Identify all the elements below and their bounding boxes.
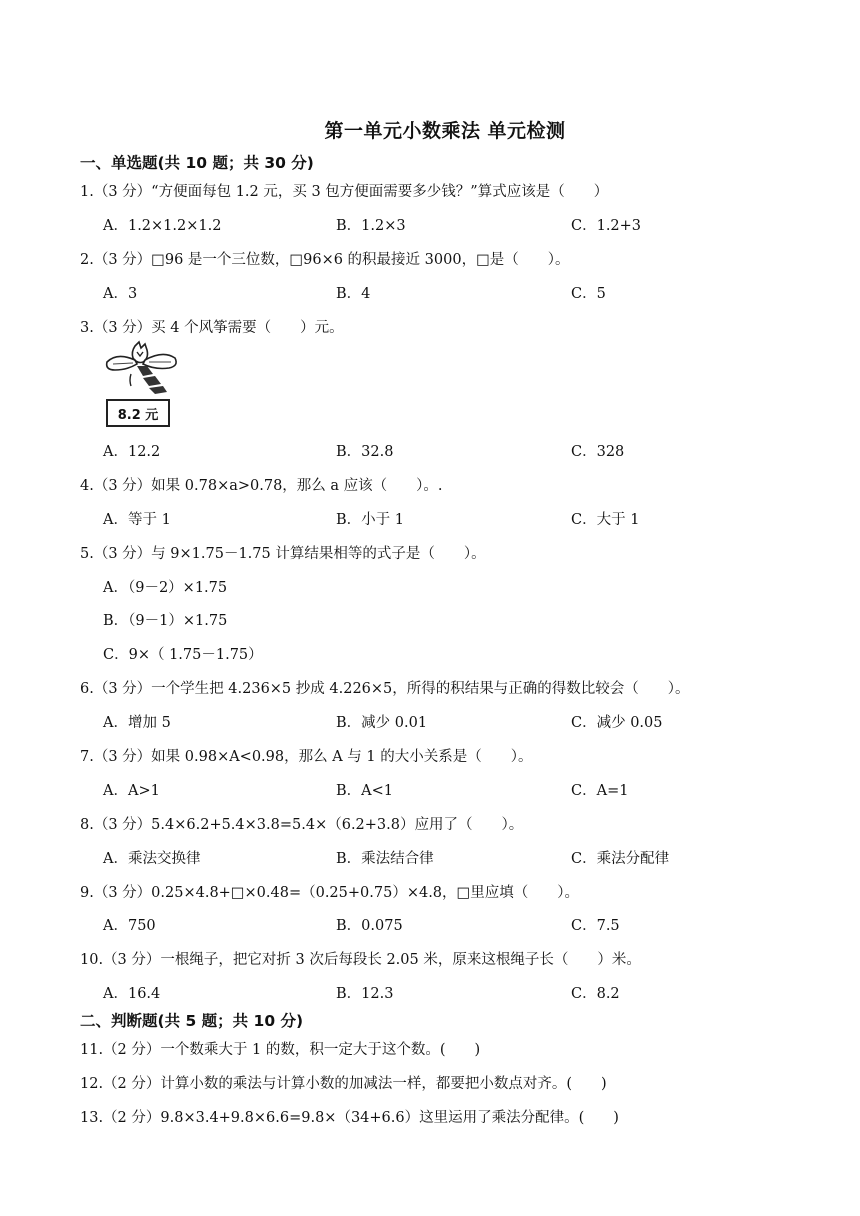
question-7-option-a: A．A>1 (103, 783, 160, 799)
question-8: 8.（3 分）5.4×6.2+5.4×3.8=5.4×（6.2+3.8）应用了（ ）。 (80, 817, 524, 833)
question-4-option-b: B．小于 1 (336, 512, 404, 528)
question-7-option-b: B．A<1 (336, 783, 394, 799)
question-5-option-a: A．（9－2）×1.75 (103, 580, 228, 596)
question-5-option-c: C．9×（ 1.75－1.75） (103, 647, 263, 663)
question-4-option-c: C．大于 1 (571, 512, 640, 528)
question-12: 12.（2 分）计算小数的乘法与计算小数的加减法一样，都要把小数点对齐。( ) (80, 1076, 607, 1092)
section-heading-true-false: 二、判断题(共 5 题；共 10 分) (80, 1012, 304, 1030)
question-3: 3.（3 分）买 4 个风筝需要（ ）元。 (80, 320, 344, 336)
question-3-option-c: C．328 (571, 444, 625, 460)
kite-image (103, 340, 181, 428)
question-8-option-a: A．乘法交换律 (103, 851, 201, 867)
question-2-option-a: A．3 (103, 286, 138, 302)
question-10-option-c: C．8.2 (571, 986, 620, 1002)
question-6: 6.（3 分）一个学生把 4.236×5 抄成 4.226×5，所得的积结果与正确的得数比较会（ ）。 (80, 681, 690, 697)
question-7-option-c: C．A=1 (571, 783, 629, 799)
question-6-option-a: A．增加 5 (103, 715, 171, 731)
question-3-option-a: A．12.2 (103, 444, 161, 460)
kite-icon (103, 340, 181, 428)
question-1-option-c: C．1.2+3 (571, 218, 642, 234)
question-2: 2.（3 分）□96 是一个三位数，□96×6 的积最接近 3000，□是（ ）。 (80, 252, 570, 268)
section-heading-single-choice: 一、单选题(共 10 题；共 30 分) (80, 154, 314, 172)
price-tag-label: 8.2 元 (117, 408, 159, 423)
question-2-option-b: B．4 (336, 286, 371, 302)
question-10-option-b: B．12.3 (336, 986, 394, 1002)
question-1-option-b: B．1.2×3 (336, 218, 406, 234)
question-4: 4.（3 分）如果 0.78×a>0.78，那么 a 应该（ ）。. (80, 478, 443, 494)
question-8-option-c: C．乘法分配律 (571, 851, 670, 867)
question-13: 13.（2 分）9.8×3.4+9.8×6.6=9.8×（34+6.6）这里运用了乘法分配律。( ) (80, 1110, 619, 1126)
question-9-option-b: B．0.075 (336, 918, 403, 934)
question-7: 7.（3 分）如果 0.98×A<0.98，那么 A 与 1 的大小关系是（ ）。 (80, 749, 533, 765)
question-5: 5.（3 分）与 9×1.75－1.75 计算结果相等的式子是（ ）。 (80, 546, 486, 562)
question-5-option-b: B．（9－1）×1.75 (103, 613, 228, 629)
question-9-option-c: C．7.5 (571, 918, 620, 934)
question-6-option-c: C．减少 0.05 (571, 715, 663, 731)
question-10-option-a: A．16.4 (103, 986, 161, 1002)
question-4-option-a: A．等于 1 (103, 512, 171, 528)
question-2-option-c: C．5 (571, 286, 606, 302)
question-1: 1.（3 分）“方便面每包 1.2 元，买 3 包方便面需要多少钱？”算式应该是（ ） (80, 184, 609, 200)
question-1-option-a: A．1.2×1.2×1.2 (103, 218, 222, 234)
question-3-option-b: B．32.8 (336, 444, 394, 460)
page-title: 第一单元小数乘法 单元检测 (324, 120, 566, 142)
question-10: 10.（3 分）一根绳子，把它对折 3 次后每段长 2.05 米，原来这根绳子长（ ）米。 (80, 952, 641, 968)
question-9-option-a: A．750 (103, 918, 156, 934)
question-9: 9.（3 分）0.25×4.8+□×0.48=（0.25+0.75）×4.8，□里应填（ ）。 (80, 885, 579, 901)
question-8-option-b: B．乘法结合律 (336, 851, 434, 867)
question-11: 11.（2 分）一个数乘大于 1 的数，积一定大于这个数。( ) (80, 1042, 481, 1058)
question-6-option-b: B．减少 0.01 (336, 715, 428, 731)
